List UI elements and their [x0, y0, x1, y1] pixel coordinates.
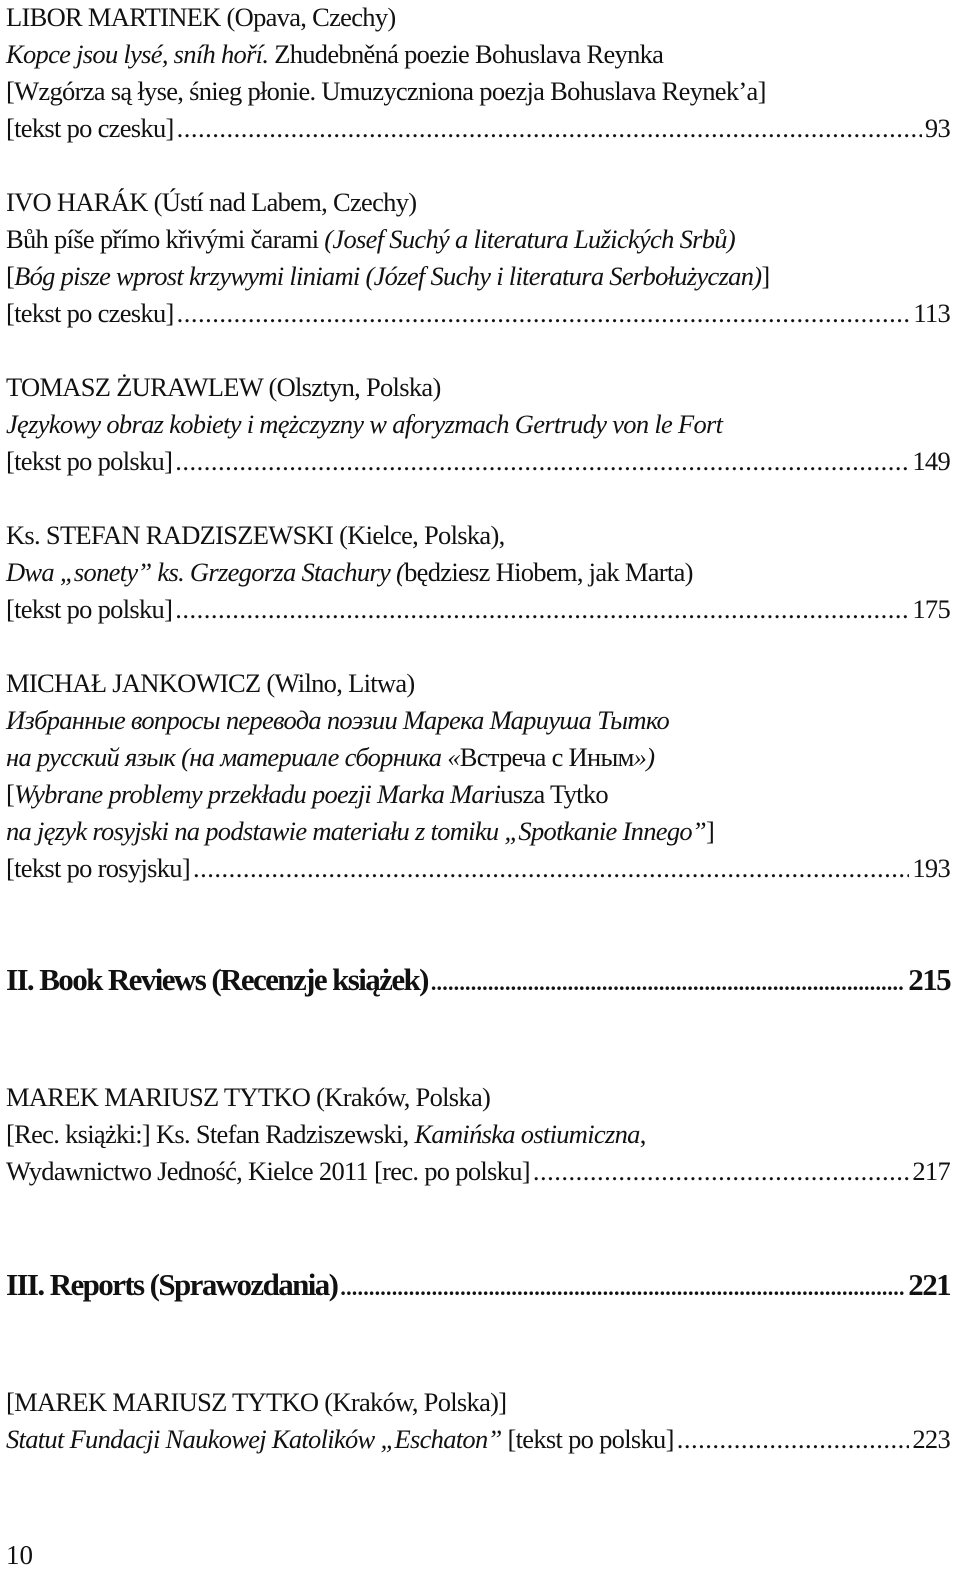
entry-leader-line: [6, 444, 950, 478]
entry-translation: [6, 777, 950, 811]
dot-leader: [533, 1154, 909, 1188]
page-number: 215: [908, 962, 950, 997]
entry-language: [tekst po polsku]: [6, 446, 173, 476]
entry-title-roman: będziesz Hiobem, jak Marta): [404, 557, 693, 587]
entry-title-italic: Kamińska ostiumiczna: [414, 1119, 640, 1149]
entry-title: [6, 222, 950, 256]
page-folio-number: 10: [6, 1540, 33, 1570]
entry-title-italic: Dwa „sonety” ks. Grzegorza Stachury (: [6, 557, 405, 587]
entry-title: Językowy obraz kobiety i mężczyzny w aforyzmach Gertrudy von le Fort: [6, 409, 723, 439]
entry-author: TOMASZ ŻURAWLEW (Olsztyn, Polska): [6, 372, 441, 402]
entry-language: [tekst po czesku]: [6, 113, 174, 143]
entry-author: Ks. STEFAN RADZISZEWSKI (Kielce, Polska),: [6, 520, 505, 550]
entry-language: [tekst po polsku]: [6, 594, 173, 624]
entry-title-roman: ,: [639, 1119, 646, 1149]
dot-leader: [175, 592, 909, 626]
dot-leader: [193, 851, 909, 885]
entry-language: [tekst po rosyjsku]: [6, 853, 190, 883]
entry-translation: [6, 259, 950, 293]
page-number: 93: [924, 113, 950, 143]
section-heading-book-reviews: [6, 963, 950, 1000]
entry-title-italic: Kopce jsou lysé, sníh hoří.: [6, 39, 269, 69]
section-label: III. Reports (Sprawozdania): [6, 1267, 338, 1302]
dot-leader: [177, 296, 911, 330]
entry-translation: [6, 814, 950, 848]
entry-title-russian: [6, 740, 950, 774]
page-number: 175: [912, 594, 950, 624]
entry-title-roman: [Rec. książki:] Ks. Stefan Radziszewski,: [6, 1119, 415, 1149]
page-number: 223: [912, 1424, 950, 1454]
entry-author: LIBOR MARTINEK (Opava, Czechy): [6, 2, 396, 32]
entry-leader-line: [6, 296, 950, 330]
entry-title-russian: Избранные вопросы перевода поэзии Марека Мариуша Тытко: [6, 705, 670, 735]
bracket-close: ]: [705, 816, 715, 846]
entry-translation-italic: na język rosyjski na podstawie materiału z tomiku „Spotkanie Innego”: [6, 816, 706, 846]
bracket-close: ]: [761, 261, 770, 291]
dot-leader: [340, 1271, 905, 1305]
page-number: 193: [912, 853, 950, 883]
entry-leader-line: [6, 1154, 950, 1188]
bracket-open: [: [6, 779, 15, 809]
entry-leader-line: [6, 111, 950, 145]
entry-translation-italic: Wybrane problemy przekładu poezji Marka Mari: [14, 779, 501, 809]
entry-title-roman: Zhudebněná poezie Bohuslava Reynka: [268, 39, 664, 69]
entry-translation-roman: usza Tytko: [500, 779, 608, 809]
entry-title: [6, 37, 950, 71]
entry-title-roman: Встреча с Иным: [459, 742, 634, 772]
entry-title-italic: на русский язык (на материале сборника «: [6, 742, 460, 772]
dot-leader: [431, 966, 905, 1000]
dot-leader: [177, 111, 922, 145]
entry-leader-line: [6, 592, 950, 626]
bracket-open: [: [6, 261, 15, 291]
page-number: 221: [908, 1267, 950, 1302]
entry-author: [MAREK MARIUSZ TYTKO (Kraków, Polska)]: [6, 1387, 507, 1417]
dot-leader: [175, 444, 909, 478]
entry-title-italic: »): [633, 742, 655, 772]
entry-translation: [Wzgórza są łyse, śnieg płonie. Umuzyczniona poezja Bohuslava Reynek’a]: [6, 76, 766, 106]
dot-leader: [677, 1422, 910, 1456]
entry-title-italic: (Josef Suchý a literatura Lužických Srbů): [324, 224, 735, 254]
entry-title: [6, 1422, 674, 1456]
entry-title-roman: Bůh píše přímo křivými čarami: [6, 224, 325, 254]
section-heading-reports: [6, 1268, 950, 1305]
entry-translation-italic: Bóg pisze wprost krzywymi liniami (Józef Suchy i literatura Serbołużyczan): [14, 261, 762, 291]
entry-title: [6, 1117, 950, 1151]
section-label: II. Book Reviews (Recenzje książek): [6, 962, 428, 997]
entry-publisher: Wydawnictwo Jedność, Kielce 2011 [rec. po polsku]: [6, 1156, 530, 1186]
entry-title: [6, 555, 950, 589]
entry-author: MICHAŁ JANKOWICZ (Wilno, Litwa): [6, 668, 415, 698]
page-number: 149: [912, 446, 950, 476]
page-number: 217: [912, 1156, 950, 1186]
entry-language: [tekst po czesku]: [6, 298, 174, 328]
entry-language: [tekst po polsku]: [501, 1424, 674, 1454]
entry-title-italic: Statut Fundacji Naukowej Katolików „Eschaton”: [6, 1424, 502, 1454]
entry-author: MAREK MARIUSZ TYTKO (Kraków, Polska): [6, 1082, 491, 1112]
page-number: 113: [913, 298, 950, 328]
entry-leader-line: [6, 1422, 950, 1456]
entry-author: IVO HARÁK (Ústí nad Labem, Czechy): [6, 187, 417, 217]
entry-leader-line: [6, 851, 950, 885]
